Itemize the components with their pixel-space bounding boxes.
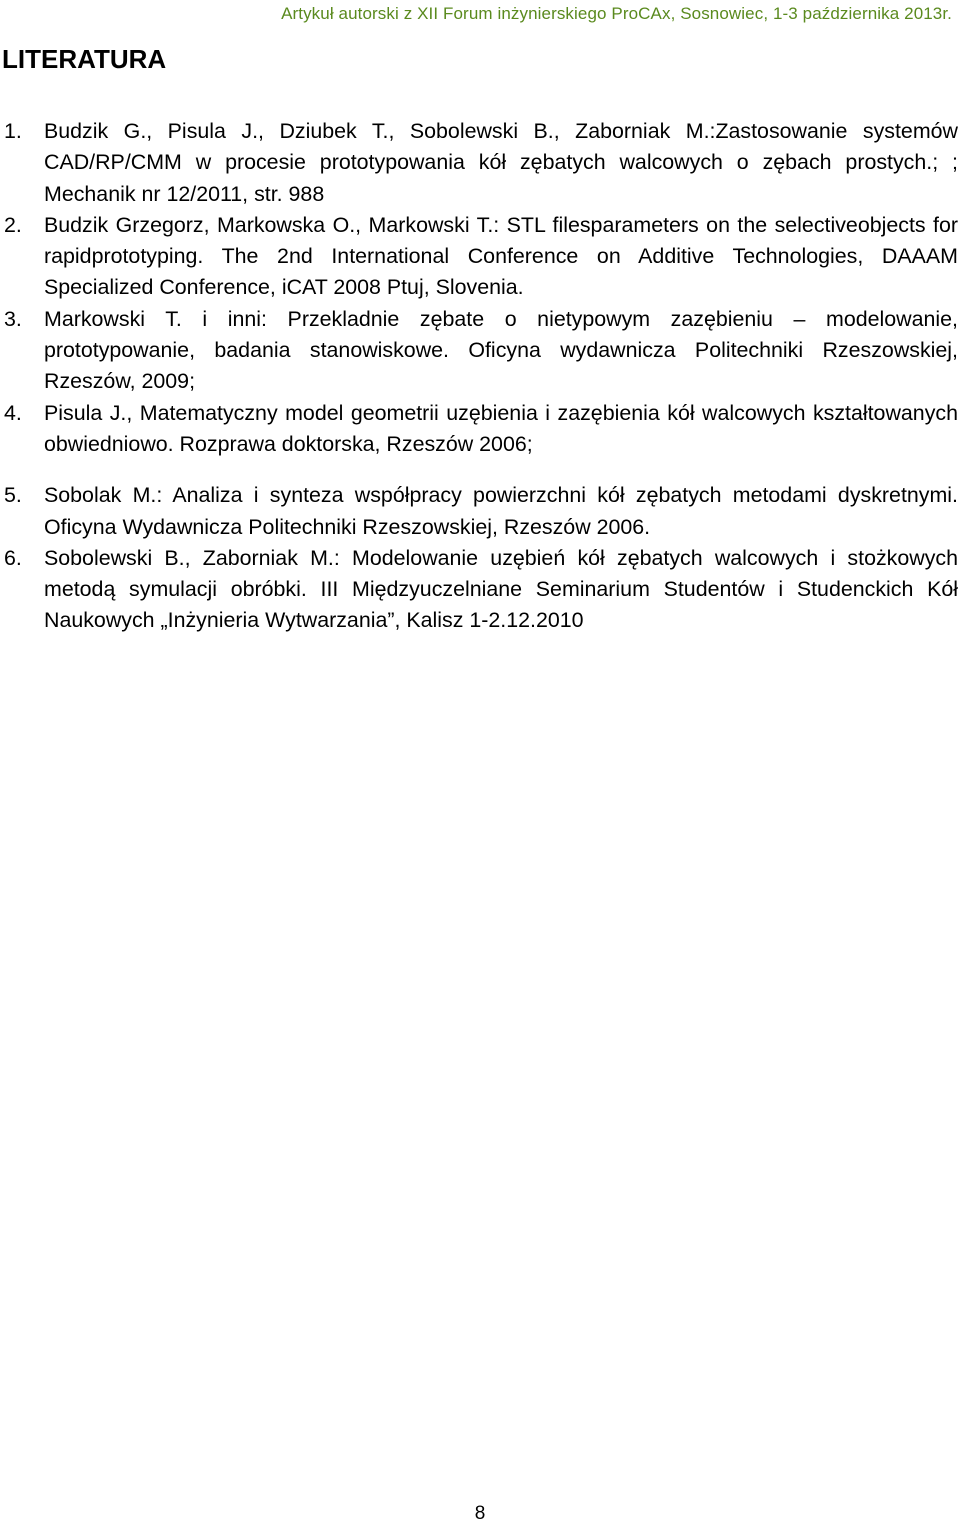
reference-item	[0, 543, 958, 637]
reference-text: Sobolewski B., Zaborniak M.: Modelowanie uzębień kół zębatych walcowych i stożkowych metodą symulacji obróbki. III Międzyuczelniane Seminarium Studentów i Studenckich Kół Naukowych „Inżynieria Wytwarzania”, Kalisz 1-2.12.2010	[44, 545, 958, 633]
reference-text: Pisula J., Matematyczny model geometrii uzębienia i zazębienia kół walcowych kształtowanych obwiedniowo. Rozprawa doktorska, Rzeszów 2006;	[44, 400, 958, 456]
reference-item	[0, 304, 958, 398]
reference-number: 2.	[4, 212, 22, 237]
section-title: LITERATURA	[2, 44, 167, 74]
reference-number: 5.	[4, 483, 22, 508]
reference-item	[0, 398, 958, 461]
reference-item	[0, 116, 958, 210]
running-header: Artykuł autorski z XII Forum inżynierskiego ProCAx, Sosnowiec, 1-3 października 2013r.	[281, 4, 952, 23]
reference-number: 6.	[4, 545, 22, 570]
reference-item	[0, 480, 958, 543]
reference-text: Budzik G., Pisula J., Dziubek T., Sobolewski B., Zaborniak M.:Zastosowanie systemów CAD/RP/CMM w procesie prototypowania kół zębatych walcowych o zębach prostych.; ; Mechanik nr 12/2011, str. 988	[44, 119, 958, 206]
reference-text: Markowski T. i inni: Przekladnie zębate o nietypowym zazębieniu – modelowanie, prototypowanie, badania stanowiskowe. Oficyna wydawnicza Politechniki Rzeszowskiej, Rzeszów, 2009;	[44, 306, 958, 394]
reference-number: 1.	[4, 119, 22, 143]
reference-list	[0, 116, 958, 637]
page-number: 8	[474, 1503, 486, 1524]
reference-number: 4.	[4, 400, 22, 425]
reference-number: 3.	[4, 306, 22, 331]
reference-text: Budzik Grzegorz, Markowska O., Markowski T.: STL filesparameters on the selectiveobjects for rapidprototyping. The 2nd International Conference on Additive Technologies, DAAAM Specialized Conference, iCAT 2008 Ptuj, Slovenia.	[44, 212, 958, 300]
reference-text: Sobolak M.: Analiza i synteza współpracy powierzchni kół zębatych metodami dyskretnymi. Oficyna Wydawnicza Politechniki Rzeszowskiej, Rzeszów 2006.	[44, 483, 958, 539]
reference-item	[0, 210, 958, 304]
